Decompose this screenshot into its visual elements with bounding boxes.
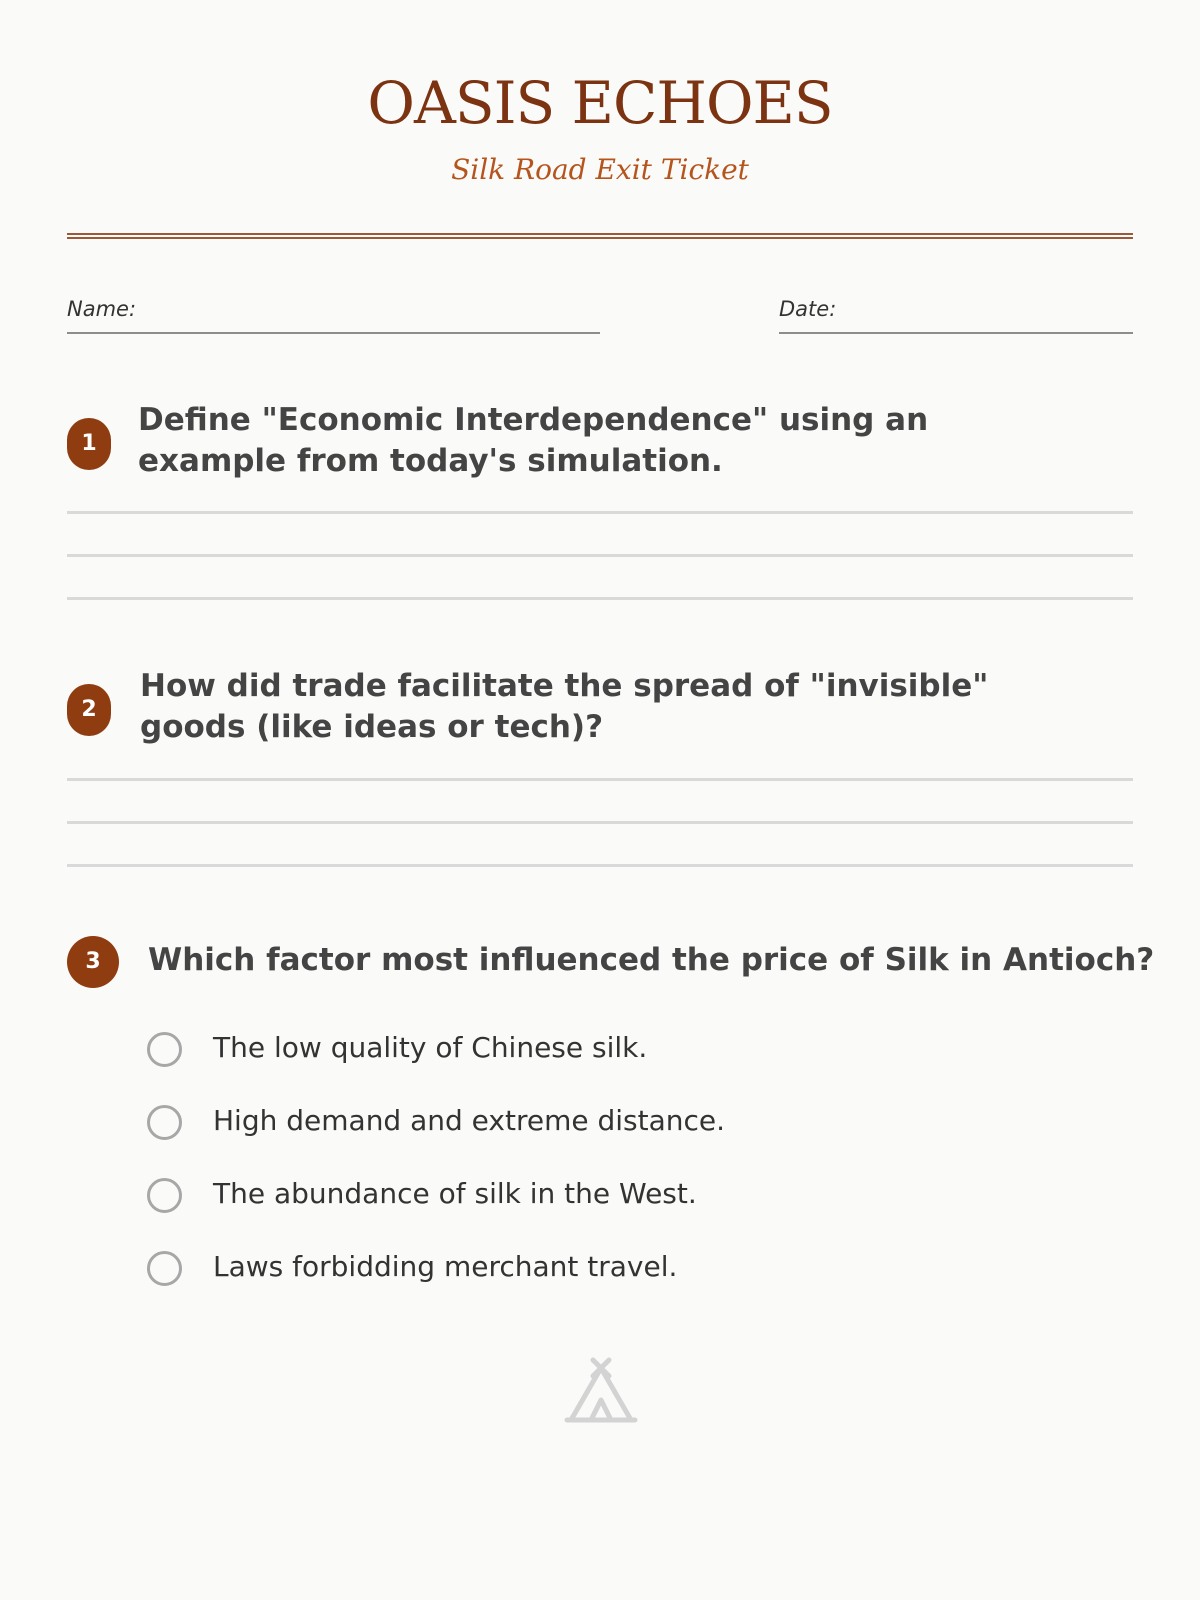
- radio-button[interactable]: [147, 1032, 182, 1067]
- name-field[interactable]: [67, 294, 600, 334]
- date-label: Date:: [779, 297, 837, 321]
- date-field[interactable]: [779, 294, 1133, 334]
- question-number-badge: 2: [67, 684, 111, 736]
- radio-button[interactable]: [147, 1251, 182, 1286]
- radio-button[interactable]: [147, 1178, 182, 1213]
- answer-line[interactable]: [67, 778, 1133, 781]
- answer-line[interactable]: [67, 864, 1133, 867]
- tent-icon: [563, 1356, 639, 1424]
- question-2: [67, 666, 1133, 866]
- answer-line[interactable]: [67, 554, 1133, 557]
- option-b[interactable]: [147, 1099, 947, 1147]
- option-label: Laws forbidding merchant travel.: [213, 1250, 678, 1283]
- option-label: High demand and extreme distance.: [213, 1104, 726, 1137]
- question-1: [67, 400, 1133, 600]
- name-label: Name:: [67, 297, 137, 321]
- question-3: [67, 934, 1155, 994]
- question-number-badge: 1: [67, 418, 111, 470]
- question-text: Define "Economic Interdependence" using an example from today's simulation.: [138, 402, 929, 479]
- question-text: Which factor most influenced the price of Silk in Antioch?: [148, 942, 1155, 978]
- option-a[interactable]: [147, 1026, 947, 1074]
- answer-line[interactable]: [67, 597, 1133, 600]
- radio-button[interactable]: [147, 1105, 182, 1140]
- answer-line[interactable]: [67, 821, 1133, 824]
- page-title: OASIS ECHOES: [367, 69, 833, 137]
- exit-ticket-page: [67, 0, 1155, 1600]
- option-d[interactable]: [147, 1245, 947, 1293]
- option-label: The abundance of silk in the West.: [213, 1177, 697, 1210]
- question-text: How did trade facilitate the spread of "invisible" goods (like ideas or tech)?: [140, 668, 989, 745]
- option-c[interactable]: [147, 1172, 947, 1220]
- question-number-badge: 3: [67, 936, 119, 988]
- header-divider: [67, 233, 1133, 239]
- page-subtitle: Silk Road Exit Ticket: [451, 153, 749, 186]
- option-label: The low quality of Chinese silk.: [213, 1031, 648, 1064]
- answer-line[interactable]: [67, 511, 1133, 514]
